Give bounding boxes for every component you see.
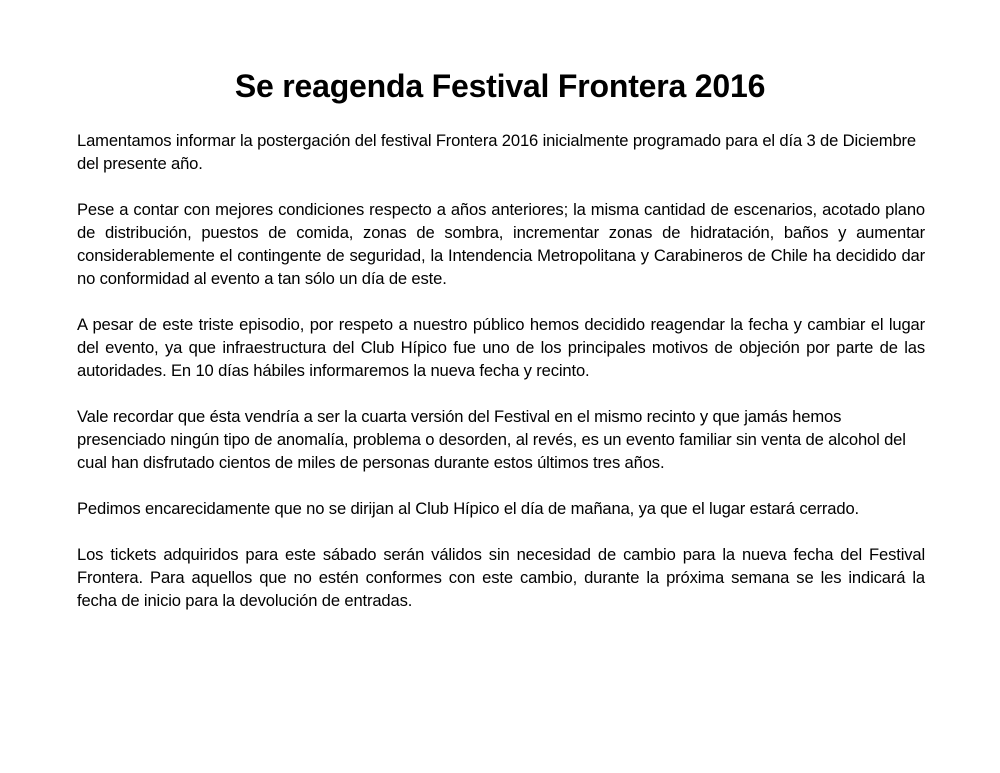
document-title: Se reagenda Festival Frontera 2016 bbox=[234, 68, 766, 104]
paragraph-conditions: Pese a contar con mejores condiciones respecto a años anteriores; la misma cantidad de escenarios, acotado plano de distribución, puestos de comida, zonas de sombra, incrementar zonas de hidratación, baños y aumentar considerablemente el contingente de seguridad, la Intendencia Metropolitana y Carabineros de Chile ha decidido dar no conformidad al evento a tan sólo un día de este. bbox=[77, 200, 925, 288]
paragraph-rescheduling: A pesar de este triste episodio, por respeto a nuestro público hemos decidido reagendar la fecha y cambiar el lugar del evento, ya que infraestructura del Club Hípico fue uno de los principales motivos de objeción por parte de las autoridades. En 10 días hábiles informaremos la nueva fecha y recinto. bbox=[77, 315, 925, 380]
paragraph-history: Vale recordar que ésta vendría a ser la cuarta versión del Festival en el mismo recinto y que jamás hemos presenciado ningún tipo de anomalía, problema o desorden, al revés, es un evento familiar sin venta de alcohol del cual han disfrutado cientos de miles de personas durante estos últimos tres años. bbox=[77, 407, 906, 472]
paragraph-postponement-notice: Lamentamos informar la postergación del festival Frontera 2016 inicialmente programado para el día 3 de Diciembre del presente año. bbox=[77, 131, 916, 173]
document-body bbox=[77, 129, 925, 635]
paragraph-venue-closed: Pedimos encarecidamente que no se dirijan al Club Hípico el día de mañana, ya que el lugar estará cerrado. bbox=[77, 499, 859, 518]
paragraph-tickets: Los tickets adquiridos para este sábado serán válidos sin necesidad de cambio para la nueva fecha del Festival Frontera. Para aquellos que no estén conformes con este cambio, durante la próxima semana se les indicará la fecha de inicio para la devolución de entradas. bbox=[77, 545, 925, 610]
